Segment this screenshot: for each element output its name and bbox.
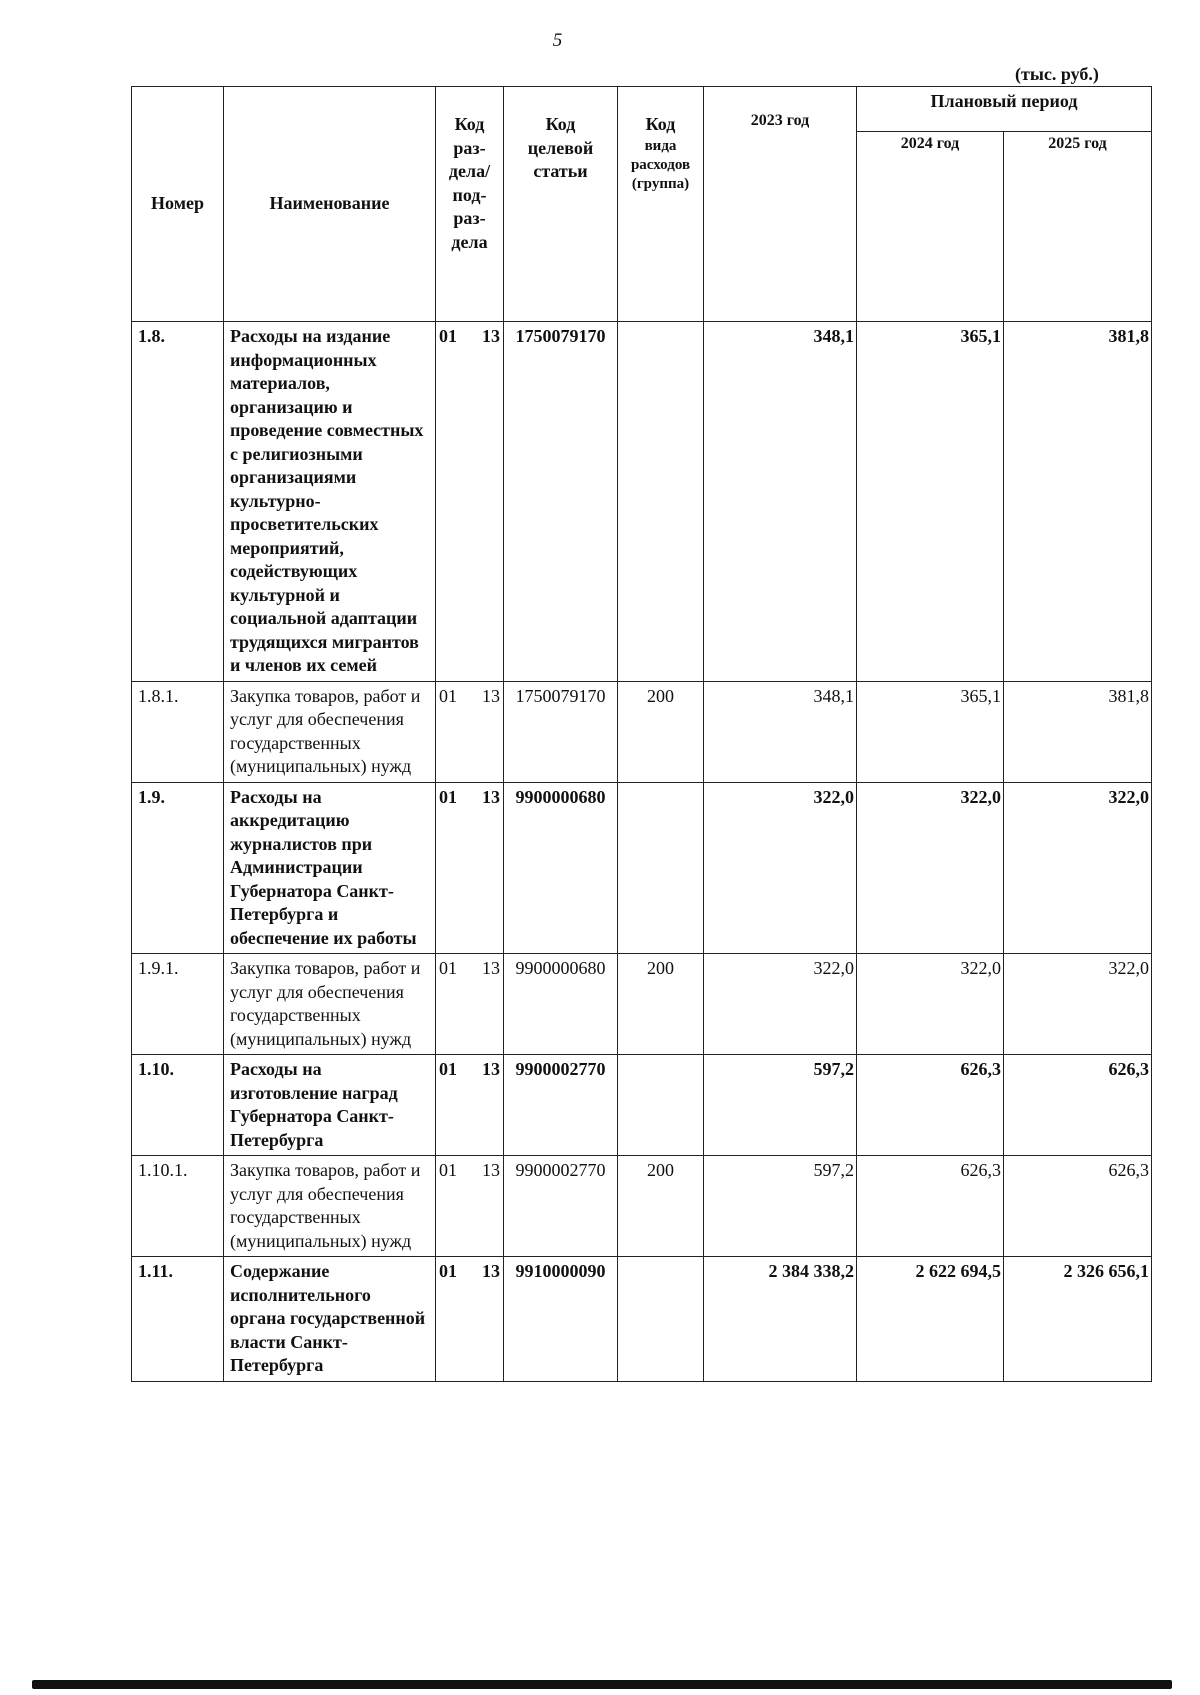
row-expense-type [618, 1055, 704, 1156]
row-name: Закупка товаров, работ и услуг для обеспечения государственных (муниципальных) нужд [224, 1156, 436, 1257]
header-razdel-line: дела/ [448, 161, 491, 181]
row-name: Расходы на изготовление наград Губернатора Санкт-Петербурга [224, 1055, 436, 1156]
row-target-code: 9900002770 [504, 1156, 618, 1257]
row-razdel: 01 [439, 1160, 457, 1180]
row-value-2025: 322,0 [1004, 954, 1152, 1055]
row-value-2023: 348,1 [704, 681, 857, 782]
row-expense-type [618, 782, 704, 954]
row-value-2023: 348,1 [704, 322, 857, 682]
table-row [132, 954, 1152, 1055]
header-2025: 2025 год [1004, 132, 1152, 322]
row-podrazdel: 13 [482, 1160, 500, 1180]
header-vid [618, 87, 704, 322]
header-target [504, 87, 618, 322]
header-name: Наименование [224, 87, 436, 322]
header-target-line: целевой [527, 137, 594, 158]
row-expense-type: 200 [618, 681, 704, 782]
row-name: Расходы на издание информационных материалов, организацию и проведение совместных с религиозными организациями культурно-просветительских мероприятий, содействующих культурной и социальной адаптации трудящихся мигрантов и членов их семей [224, 322, 436, 682]
scan-edge-bar [32, 1680, 1172, 1689]
row-value-2024: 322,0 [857, 954, 1004, 1055]
row-razdel: 01 [439, 786, 457, 807]
header-razdel-line: Код [454, 114, 485, 134]
row-razdel-code [436, 1156, 504, 1257]
header-2024: 2024 год [857, 132, 1004, 322]
row-razdel: 01 [439, 1059, 457, 1079]
row-target-code: 1750079170 [504, 322, 618, 682]
row-value-2023: 322,0 [704, 782, 857, 954]
row-target-code: 9900002770 [504, 1055, 618, 1156]
row-number: 1.8. [132, 322, 224, 682]
table-row [132, 1156, 1152, 1257]
header-planned-period: Плановый период [857, 87, 1152, 132]
row-razdel-code [436, 322, 504, 682]
row-number: 1.11. [132, 1257, 224, 1382]
header-razdel [436, 87, 504, 322]
row-razdel: 01 [439, 326, 457, 346]
row-target-code: 9910000090 [504, 1257, 618, 1382]
row-podrazdel: 13 [482, 786, 500, 807]
row-podrazdel: 13 [482, 685, 500, 706]
table-row [132, 782, 1152, 954]
row-number: 1.10.1. [132, 1156, 224, 1257]
row-value-2025: 626,3 [1004, 1055, 1152, 1156]
row-value-2024: 626,3 [857, 1156, 1004, 1257]
table-row [132, 1257, 1152, 1382]
row-value-2023: 597,2 [704, 1055, 857, 1156]
row-razdel: 01 [439, 958, 457, 978]
header-num: Номер [132, 87, 224, 322]
header-row-1 [132, 87, 1152, 132]
header-vid-line: (группа) [631, 175, 690, 192]
row-name: Закупка товаров, работ и услуг для обеспечения государственных (муниципальных) нужд [224, 954, 436, 1055]
row-name: Расходы на аккредитацию журналистов при Администрации Губернатора Санкт-Петербурга и обеспечение их работы [224, 782, 436, 954]
row-value-2025: 381,8 [1004, 322, 1152, 682]
units-label: (тыс. руб.) [1015, 64, 1099, 84]
row-podrazdel: 13 [482, 326, 500, 346]
row-expense-type [618, 322, 704, 682]
row-target-code: 9900000680 [504, 782, 618, 954]
table-row [132, 681, 1152, 782]
row-number: 1.9. [132, 782, 224, 954]
row-value-2024: 365,1 [857, 322, 1004, 682]
row-value-2025: 381,8 [1004, 681, 1152, 782]
row-value-2024: 322,0 [857, 782, 1004, 954]
row-podrazdel: 13 [482, 1059, 500, 1079]
header-razdel-line: дела [451, 231, 488, 252]
row-target-code: 9900000680 [504, 954, 618, 1055]
row-target-code: 1750079170 [504, 681, 618, 782]
row-razdel-code [436, 681, 504, 782]
row-expense-type [618, 1257, 704, 1382]
row-razdel-code [436, 954, 504, 1055]
row-number: 1.8.1. [132, 681, 224, 782]
row-podrazdel: 13 [482, 958, 500, 978]
row-razdel-code [436, 1055, 504, 1156]
row-value-2023: 2 384 338,2 [704, 1257, 857, 1382]
table-row [132, 1055, 1152, 1156]
row-value-2024: 626,3 [857, 1055, 1004, 1156]
row-value-2024: 365,1 [857, 681, 1004, 782]
row-podrazdel: 13 [482, 1261, 500, 1281]
row-value-2023: 322,0 [704, 954, 857, 1055]
header-target-line: статьи [533, 161, 588, 181]
header-target-line: Код [545, 114, 576, 134]
row-value-2024: 2 622 694,5 [857, 1257, 1004, 1382]
page-number: 5 [552, 30, 563, 51]
row-value-2025: 2 326 656,1 [1004, 1257, 1152, 1382]
row-name: Содержание исполнительного органа государственной власти Санкт-Петербурга [224, 1257, 436, 1382]
header-razdel-line: раз- [453, 208, 486, 228]
table-row [132, 322, 1152, 682]
row-razdel-code [436, 1257, 504, 1382]
row-value-2025: 626,3 [1004, 1156, 1152, 1257]
row-name: Закупка товаров, работ и услуг для обеспечения государственных (муниципальных) нужд [224, 681, 436, 782]
header-vid-line: вида [644, 137, 677, 154]
header-vid-line: расходов [630, 156, 691, 173]
budget-table [131, 86, 1152, 1382]
row-expense-type: 200 [618, 1156, 704, 1257]
header-2023: 2023 год [704, 87, 857, 322]
row-razdel: 01 [439, 685, 457, 706]
row-number: 1.10. [132, 1055, 224, 1156]
row-value-2023: 597,2 [704, 1156, 857, 1257]
row-value-2025: 322,0 [1004, 782, 1152, 954]
header-vid-line: Код [645, 114, 676, 134]
row-razdel-code [436, 782, 504, 954]
row-razdel: 01 [439, 1261, 457, 1281]
row-number: 1.9.1. [132, 954, 224, 1055]
header-razdel-line: раз- [453, 137, 486, 158]
header-razdel-line: под- [452, 184, 487, 205]
row-expense-type: 200 [618, 954, 704, 1055]
